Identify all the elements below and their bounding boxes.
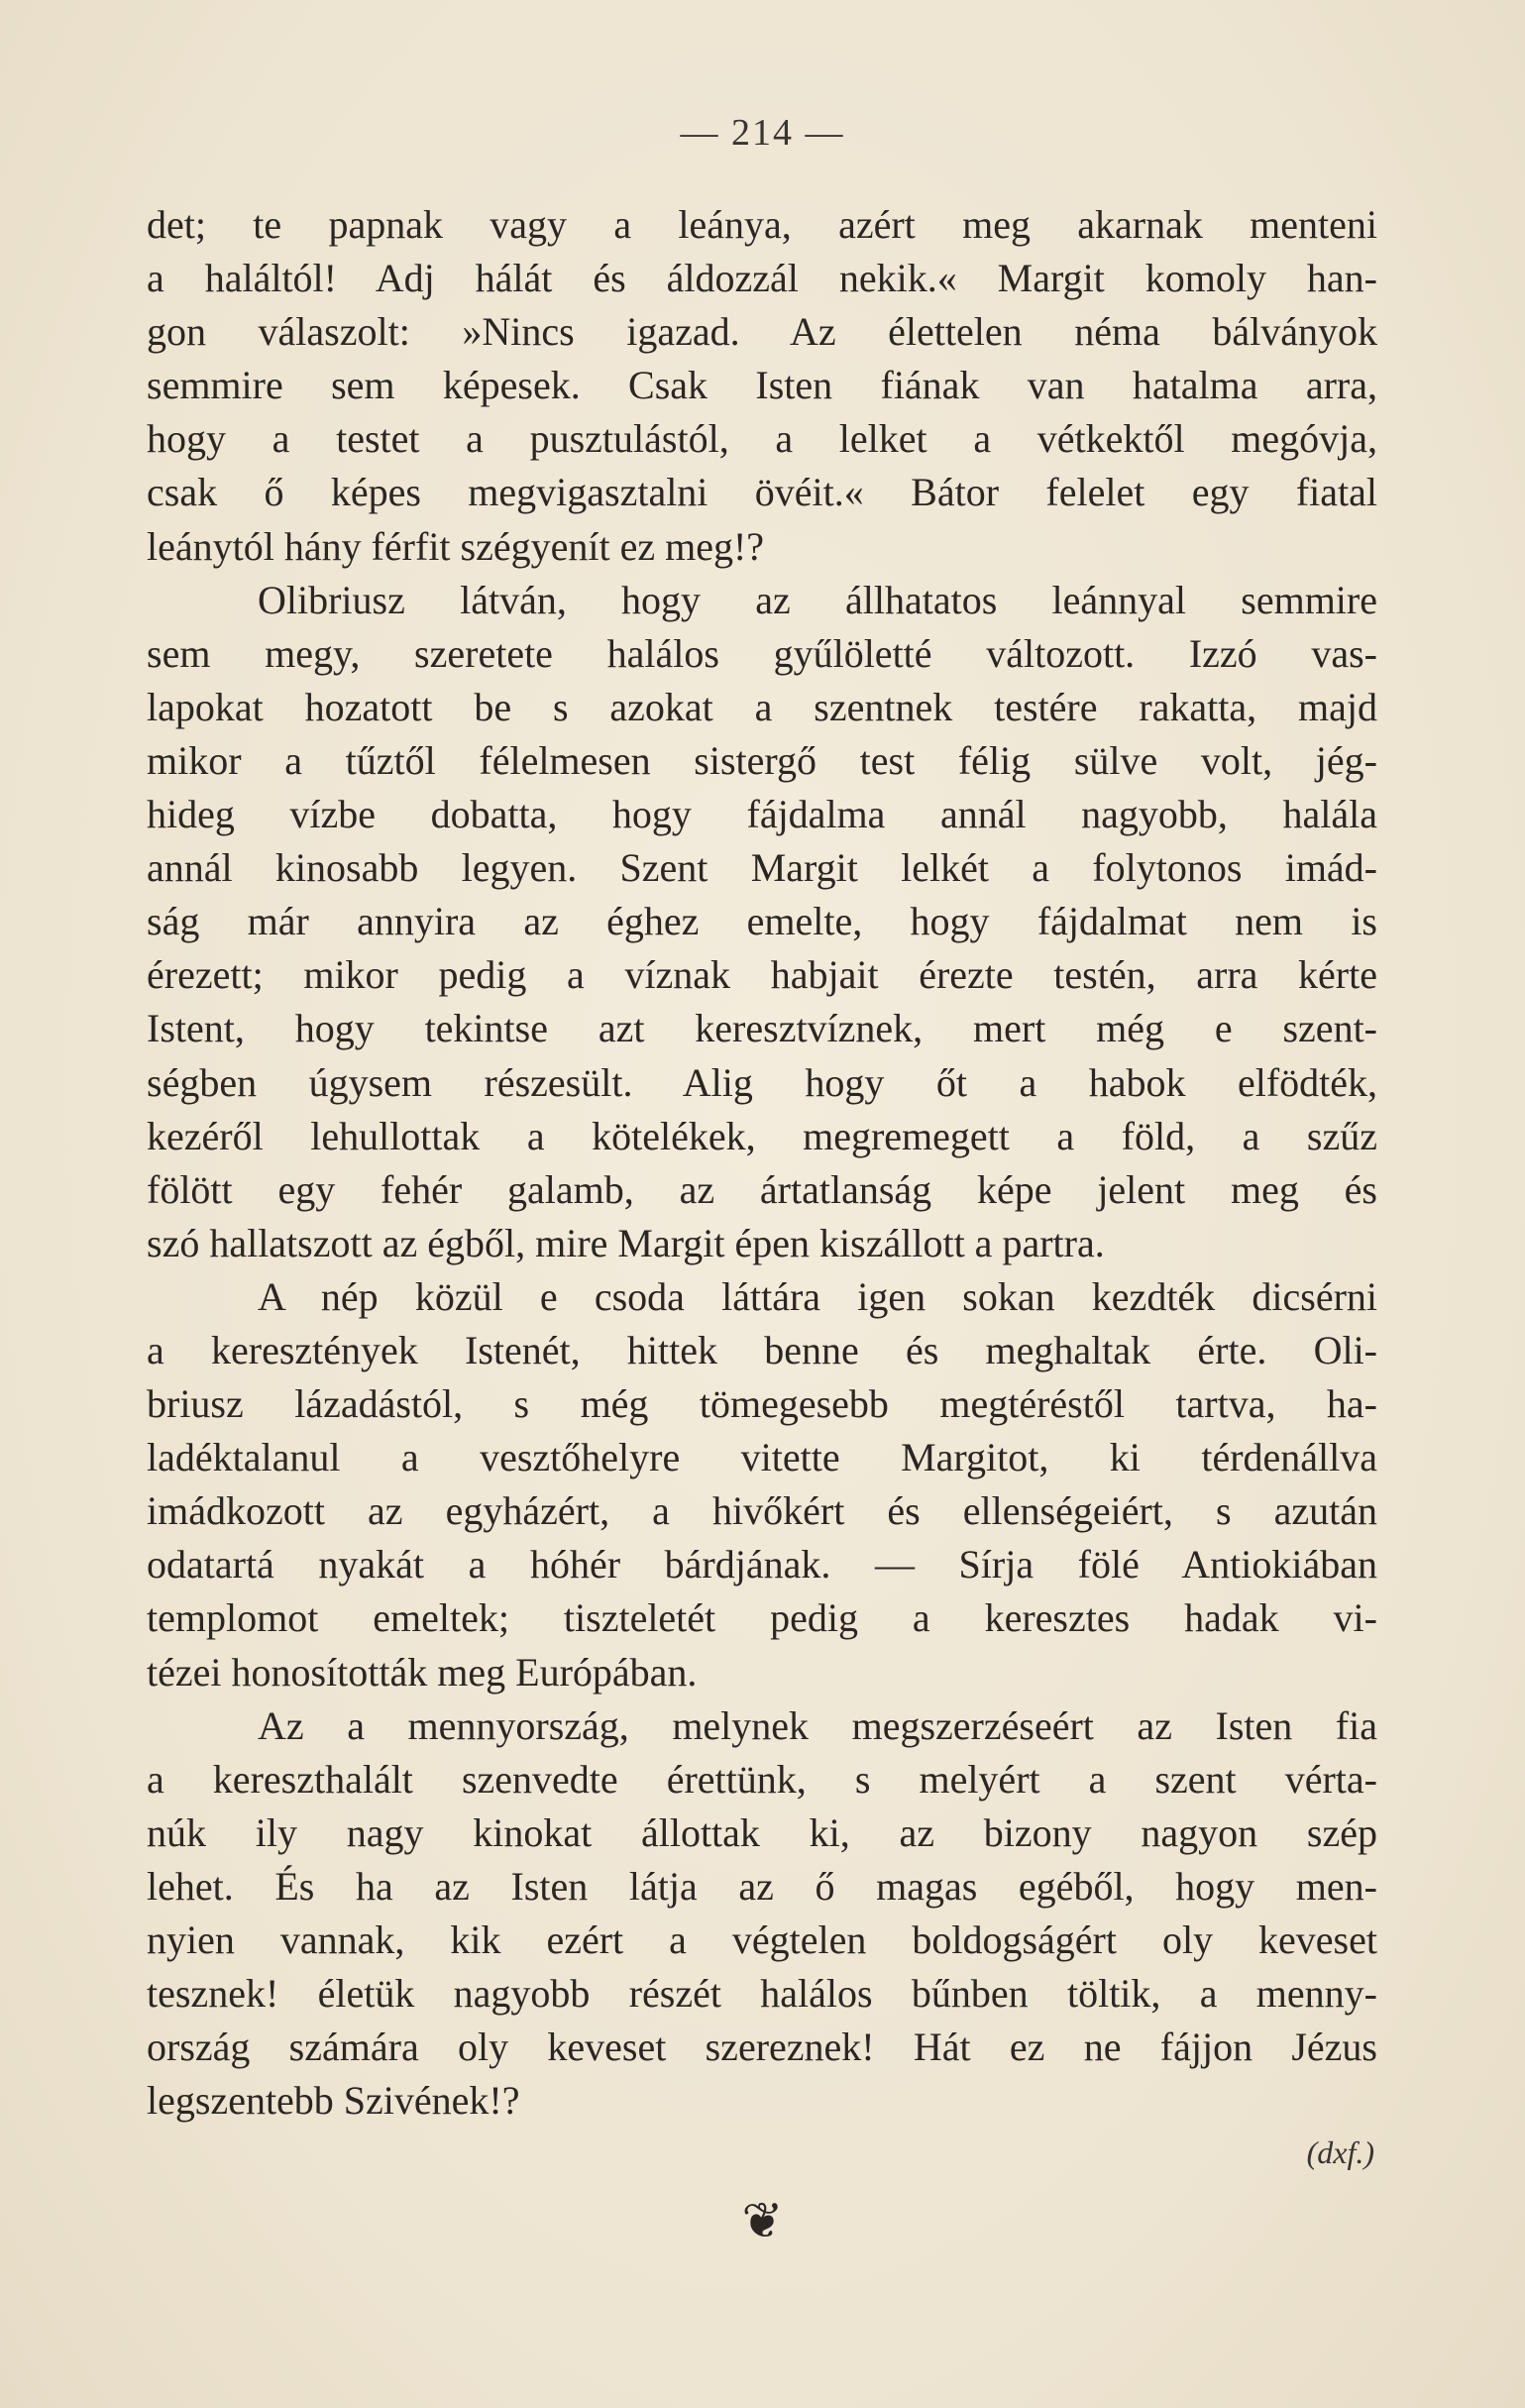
text-line: odatartá nyakát a hóhér bárdjának. — Sírja fölé Antiokiában (147, 1542, 1377, 1587)
text-line: tézei honosították meg Európában. (147, 1649, 698, 1695)
text-line: lapokat hozatott be s azokat a szentnek testére rakatta, majd (147, 684, 1377, 729)
text-line: lehet. És ha az Isten látja az ő magas egéből, hogy men- (147, 1863, 1377, 1909)
text-line: kezéről lehullottak a kötelékek, megremegett a föld, a szűz (147, 1113, 1377, 1158)
text-line: mikor a tűztől félelmesen sistergő test félig sülve volt, jég- (147, 737, 1377, 783)
text-line: núk ily nagy kinokat állottak ki, az bizony nagyon szép (147, 1809, 1377, 1855)
text-line: ségben úgysem részesült. Alig hogy őt a habok elfödték, (147, 1059, 1377, 1105)
text-line: a haláltól! Adj hálát és áldozzál nekik.« Margit komoly han- (147, 256, 1377, 301)
text-line: det; te papnak vagy a leánya, azért meg akarnak menteni (147, 202, 1377, 247)
text-line: Az a mennyország, melynek megszerzéseért az Isten fia (258, 1702, 1377, 1748)
paragraph-block (147, 198, 1377, 2128)
author-signature: (dxf.) (1306, 2134, 1374, 2170)
text-line: érezett; mikor pedig a víznak habjait érezte testén, arra kérte (147, 952, 1377, 998)
closing-ornament-icon: ❦ (741, 2193, 784, 2248)
text-line: leánytól hány férfit szégyenít ez meg!? (147, 523, 765, 569)
text-line: legszentebb Szivének!? (147, 2078, 520, 2124)
text-line: a kereszthalált szenvedte érettünk, s melyért a szent vérta- (147, 1756, 1377, 1802)
text-line: fölött egy fehér galamb, az ártatlanság képe jelent meg és (147, 1166, 1377, 1212)
text-line: csak ő képes megvigasztalni övéit.« Bátor felelet egy fiatal (147, 470, 1377, 515)
text-line: ország számára oly keveset szereznek! Hát ez ne fájjon Jézus (147, 2025, 1377, 2070)
text-line: semmire sem képesek. Csak Isten fiának van hatalma arra, (147, 363, 1377, 408)
text-line: tesznek! életük nagyobb részét halálos bűnben töltik, a menny- (147, 1971, 1377, 2017)
text-line: templomot emeltek; tiszteletét pedig a keresztes hadak vi- (147, 1595, 1377, 1641)
text-line: gon válaszolt: »Nincs igazad. Az élettelen néma bálványok (147, 309, 1377, 355)
text-line: Istent, hogy tekintse azt keresztvíznek, mert még e szent- (147, 1006, 1377, 1051)
text-line: szó hallatszott az égből, mire Margit épen kiszállott a partra. (147, 1220, 1105, 1265)
text-line: Olibriusz látván, hogy az állhatatos leánnyal semmire (258, 577, 1377, 622)
text-line: imádkozott az egyházért, a hivőkért és ellenségeiért, s azután (147, 1488, 1377, 1534)
text-line: sem megy, szeretete halálos gyűlöletté változott. Izzó vas- (147, 630, 1377, 676)
text-line: briusz lázadástól, s még tömegesebb megtéréstől tartva, ha- (147, 1381, 1377, 1427)
page-number: — 214 — (680, 112, 845, 154)
text-line: a keresztények Istenét, hittek benne és meghaltak érte. Oli- (147, 1327, 1377, 1372)
text-line: A nép közül e csoda láttára igen sokan kezdték dicsérni (258, 1273, 1377, 1319)
text-line: hogy a testet a pusztulástól, a lelket a vétkektől megóvja, (147, 416, 1377, 462)
text-line: ság már annyira az éghez emelte, hogy fájdalmat nem is (147, 899, 1377, 944)
body-text (147, 198, 1377, 2128)
text-line: nyien vannak, kik ezért a végtelen boldogságért oly keveset (147, 1917, 1377, 1962)
text-line: annál kinosabb legyen. Szent Margit lelkét a folytonos imád- (147, 845, 1377, 891)
text-line: hideg vízbe dobatta, hogy fájdalma annál nagyobb, halála (147, 792, 1377, 837)
text-line: ladéktalanul a vesztőhelyre vitette Margitot, ki térdenállva (147, 1435, 1377, 1480)
